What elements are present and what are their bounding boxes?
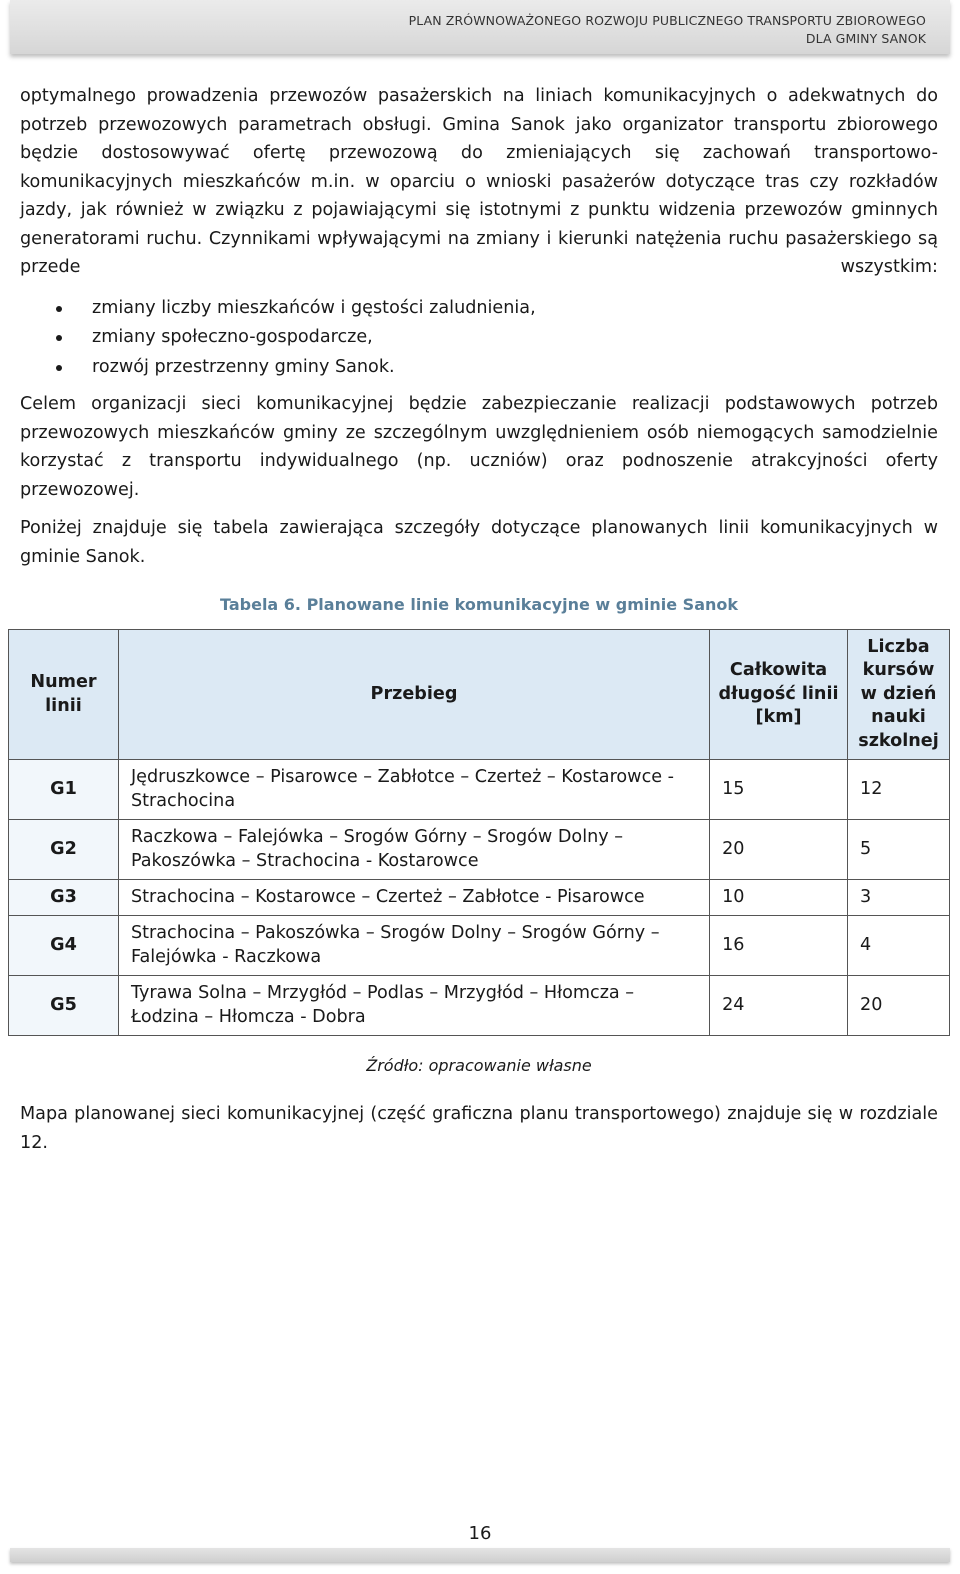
paragraph-map: Mapa planowanej sieci komunikacyjnej (część graficzna planu transportowego) znajduje się w rozdziale 12. (20, 1104, 938, 1153)
bullet-item (20, 294, 938, 324)
table-row (9, 916, 950, 976)
page-number: 16 (468, 1523, 492, 1544)
line-length: 10 (710, 880, 848, 916)
line-number: G1 (9, 760, 119, 820)
table-row (9, 820, 950, 880)
footer-band (10, 1548, 950, 1562)
line-length: 16 (710, 916, 848, 976)
line-length: 20 (710, 820, 848, 880)
table-row (9, 976, 950, 1036)
line-number: G2 (9, 820, 119, 880)
paragraph-table-intro: Poniżej znajduje się tabela zawierająca szczegóły dotyczące planowanych linii komunikacyjnych w gminie Sanok. (20, 518, 938, 567)
bullet-item (20, 323, 938, 353)
line-courses: 4 (848, 916, 950, 976)
header-band (10, 0, 950, 54)
line-number: G4 (9, 916, 119, 976)
line-length: 15 (710, 760, 848, 820)
running-header (409, 12, 926, 48)
line-route: Raczkowa – Falejówka – Srogów Górny – Srogów Dolny – Pakoszówka – Strachocina - Kostarowce (118, 820, 709, 880)
bullet-text: zmiany społeczno-gospodarcze, (92, 327, 373, 347)
table-header-row (9, 630, 950, 760)
bullet-icon (56, 306, 62, 312)
header-subtitle: DLA GMINY SANOK (805, 31, 926, 46)
bullet-icon (56, 335, 62, 341)
line-length: 24 (710, 976, 848, 1036)
table-row (9, 880, 950, 916)
bullet-text: zmiany liczby mieszkańców i gęstości zaludnienia, (92, 297, 536, 318)
line-number: G5 (9, 976, 119, 1036)
line-courses: 20 (848, 976, 950, 1036)
table-row (9, 760, 950, 820)
paragraph-intro: optymalnego prowadzenia przewozów pasażerskich na liniach komunikacyjnych o adekwatnych do potrzeb przewozowych parametrach obsługi. Gmina Sanok jako organizator transportu zbiorowego będzie dostosowywać ofertę przewozową do zmieniających się zachowań transportowo-komunikacyjnych mieszkańców m.in. w oparciu o wnioski pasażerów dotyczące tras czy rozkładów jazdy, jak również w związku z pojawiającymi się istotnymi z punktu widzenia przewozów gminnych generatorami ruchu. Czynnikami wpływającymi na zmiany i kierunki natężenia ruchu pasażerskiego są przede wszystkim: (20, 86, 938, 277)
header-title: PLAN ZRÓWNOWAŻONEGO ROZWOJU PUBLICZNEGO TRANSPORTU ZBIOROWEGO (408, 13, 926, 28)
paragraph-goal: Celem organizacji sieci komunikacyjnej będzie zabezpieczanie realizacji podstawowych potrzeb przewozowych mieszkańców gminy ze szczególnym uwzględnieniem osób niemogących samodzielnie korzystać z transportu indywidualnego (np. uczniów) oraz podnoszenie atrakcyjności oferty przewozowej. (20, 394, 938, 500)
table-source: Źródło: opracowanie własne (366, 1056, 592, 1075)
lines-table (8, 629, 950, 1036)
line-courses: 3 (848, 880, 950, 916)
line-route: Strachocina – Pakoszówka – Srogów Dolny – Srogów Górny – Falejówka - Raczkowa (118, 916, 709, 976)
line-route: Jędruszkowce – Pisarowce – Zabłotce – Czerteż – Kostarowce - Strachocina (118, 760, 709, 820)
line-route: Tyrawa Solna – Mrzygłód – Podlas – Mrzygłód – Hłomcza – Łodzina – Hłomcza - Dobra (118, 976, 709, 1036)
bullet-text: rozwój przestrzenny gminy Sanok. (92, 356, 395, 377)
bullet-list (20, 294, 938, 383)
header-number: Numer linii (9, 630, 119, 760)
header-courses: Liczba kursów w dzień nauki szkolnej (848, 630, 950, 760)
header-length: Całkowita długość linii [km] (710, 630, 848, 760)
table-caption: Tabela 6. Planowane linie komunikacyjne w gminie Sanok (219, 595, 739, 614)
line-number: G3 (9, 880, 119, 916)
bullet-item (20, 353, 938, 383)
header-route: Przebieg (118, 630, 709, 760)
bullet-icon (56, 365, 62, 371)
line-courses: 12 (848, 760, 950, 820)
page-content (20, 82, 938, 1157)
line-courses: 5 (848, 820, 950, 880)
line-route: Strachocina – Kostarowce – Czerteż – Zabłotce - Pisarowce (118, 880, 709, 916)
